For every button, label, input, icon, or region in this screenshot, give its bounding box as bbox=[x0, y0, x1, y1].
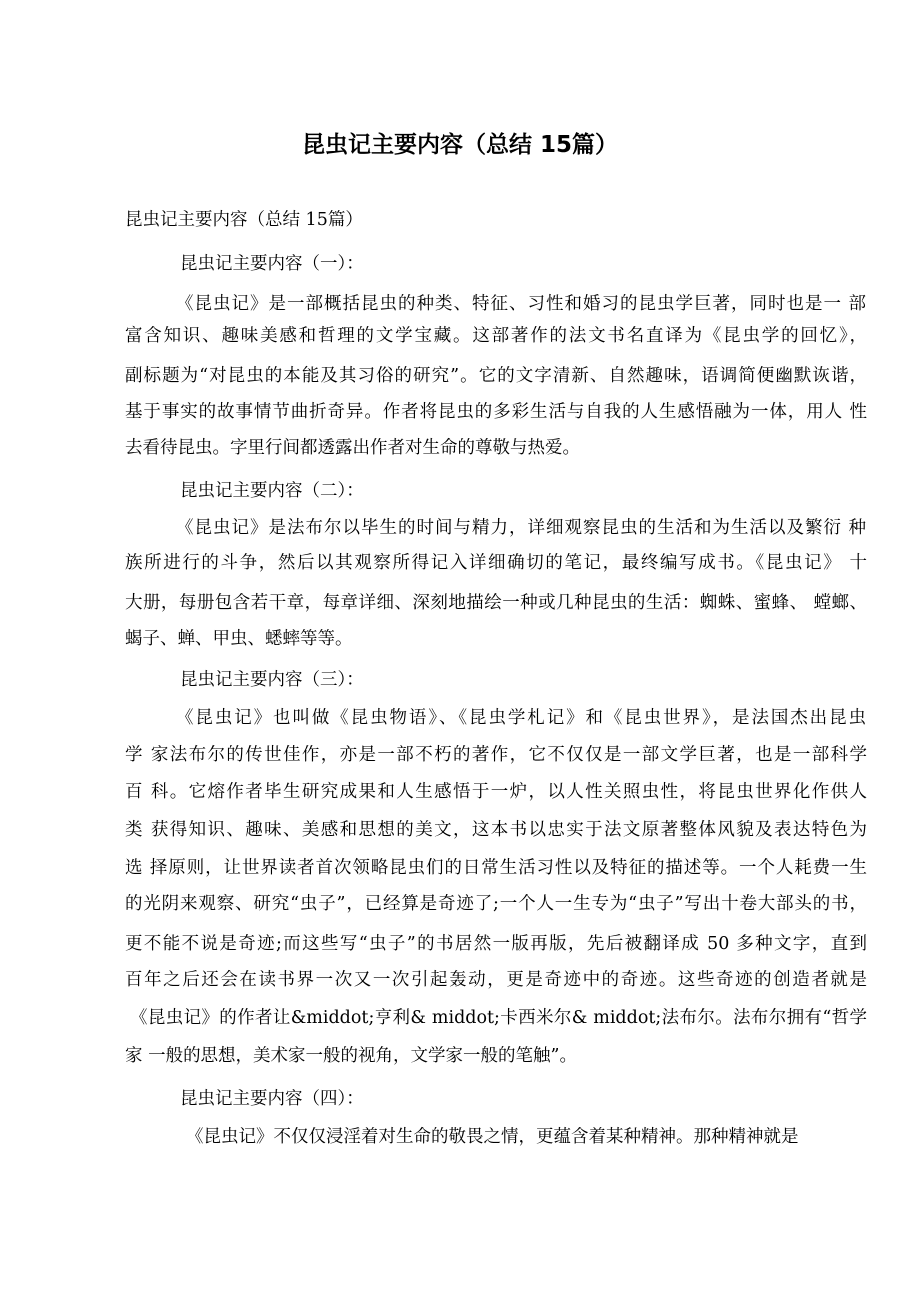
section-heading-3: 昆虫记主要内容（三）： bbox=[180, 670, 364, 690]
paragraph-line: 副标题为“对昆虫的本能及其习俗的研究”。它的文字清新、自然趣味，语调简便幽默诙谐， bbox=[125, 366, 867, 386]
paragraph-line: 《昆虫记》是一部概括昆虫的种类、特征、习性和婚习的昆虫学巨著，同时也是一 部 bbox=[176, 294, 866, 314]
paragraph-line: 大册，每册包含若干章，每章详细、深刻地描绘一种或几种昆虫的生活：蜘蛛、蜜蜂、 螳螂、 bbox=[125, 593, 867, 613]
paragraph-line: 家 一般的思想，美术家一般的视角，文学家一般的笔触”。 bbox=[125, 1046, 578, 1066]
paragraph-line: 《昆虫记》也叫做《昆虫物语》、《昆虫学札记》和《昆虫世界》，是法国杰出昆虫 bbox=[176, 708, 866, 728]
paragraph-line: 《昆虫记》的作者让&middot;亨利& middot;卡西米尔& middot;法布尔。法布尔拥有“哲学 bbox=[130, 1008, 867, 1028]
paragraph-line: 百年之后还会在读书界一次又一次引起轰动，更是奇迹中的奇迹。这些奇迹的创造者就是 bbox=[125, 970, 867, 990]
section-heading-4: 昆虫记主要内容（四）： bbox=[180, 1089, 364, 1109]
paragraph-line: 更不能不说是奇迹;而这些写“虫子”的书居然一版再版，先后被翻译成 50 多种文字，直到 bbox=[125, 934, 867, 954]
document-title: 昆虫记主要内容（总结 15篇） bbox=[301, 132, 618, 158]
paragraph-line: 选 择原则，让世界读者首次领略昆虫们的日常生活习性以及特征的描述等。一个人耗费一生 bbox=[125, 858, 867, 878]
section-heading-1: 昆虫记主要内容（一）： bbox=[180, 254, 364, 274]
paragraph-line: 《昆虫记》是法布尔以毕生的时间与精力，详细观察昆虫的生活和为生活以及繁衍 种 bbox=[176, 518, 866, 538]
document-subtitle: 昆虫记主要内容（总结 15篇） bbox=[125, 210, 363, 230]
paragraph-line: 百 科。它熔作者毕生研究成果和人生感悟于一炉，以人性关照虫性，将昆虫世界化作供人 bbox=[125, 782, 867, 802]
paragraph-line: 蝎子、蝉、甲虫、蟋蟀等等。 bbox=[125, 629, 353, 649]
paragraph-line: 去看待昆虫。字里行间都透露出作者对生命的尊敬与热爱。 bbox=[125, 438, 580, 458]
paragraph-line: 学 家法布尔的传世佳作，亦是一部不朽的著作，它不仅仅是一部文学巨著，也是一部科学 bbox=[125, 745, 867, 765]
paragraph-line: 族所进行的斗争，然后以其观察所得记入详细确切的笔记，最终编写成书。《昆虫记》 十 bbox=[125, 553, 867, 573]
section-heading-2: 昆虫记主要内容（二）： bbox=[180, 481, 364, 501]
paragraph-line: 类 获得知识、趣味、美感和思想的美文，这本书以忠实于法文原著整体风貌及表达特色为 bbox=[125, 820, 867, 840]
paragraph-line: 《昆虫记》不仅仅浸淫着对生命的敬畏之情，更蕴含着某种精神。那种精神就是 bbox=[186, 1127, 799, 1147]
paragraph-line: 的光阴来观察、研究“虫子”，已经算是奇迹了;一个人一生专为“虫子”写出十卷大部头的书， bbox=[125, 894, 867, 914]
paragraph-line: 富含知识、趣味美感和哲理的文学宝藏。这部著作的法文书名直译为《昆虫学的回忆》， bbox=[125, 326, 867, 346]
paragraph-line: 基于事实的故事情节曲折奇异。作者将昆虫的多彩生活与自我的人生感悟融为一体，用人 性 bbox=[125, 402, 867, 422]
